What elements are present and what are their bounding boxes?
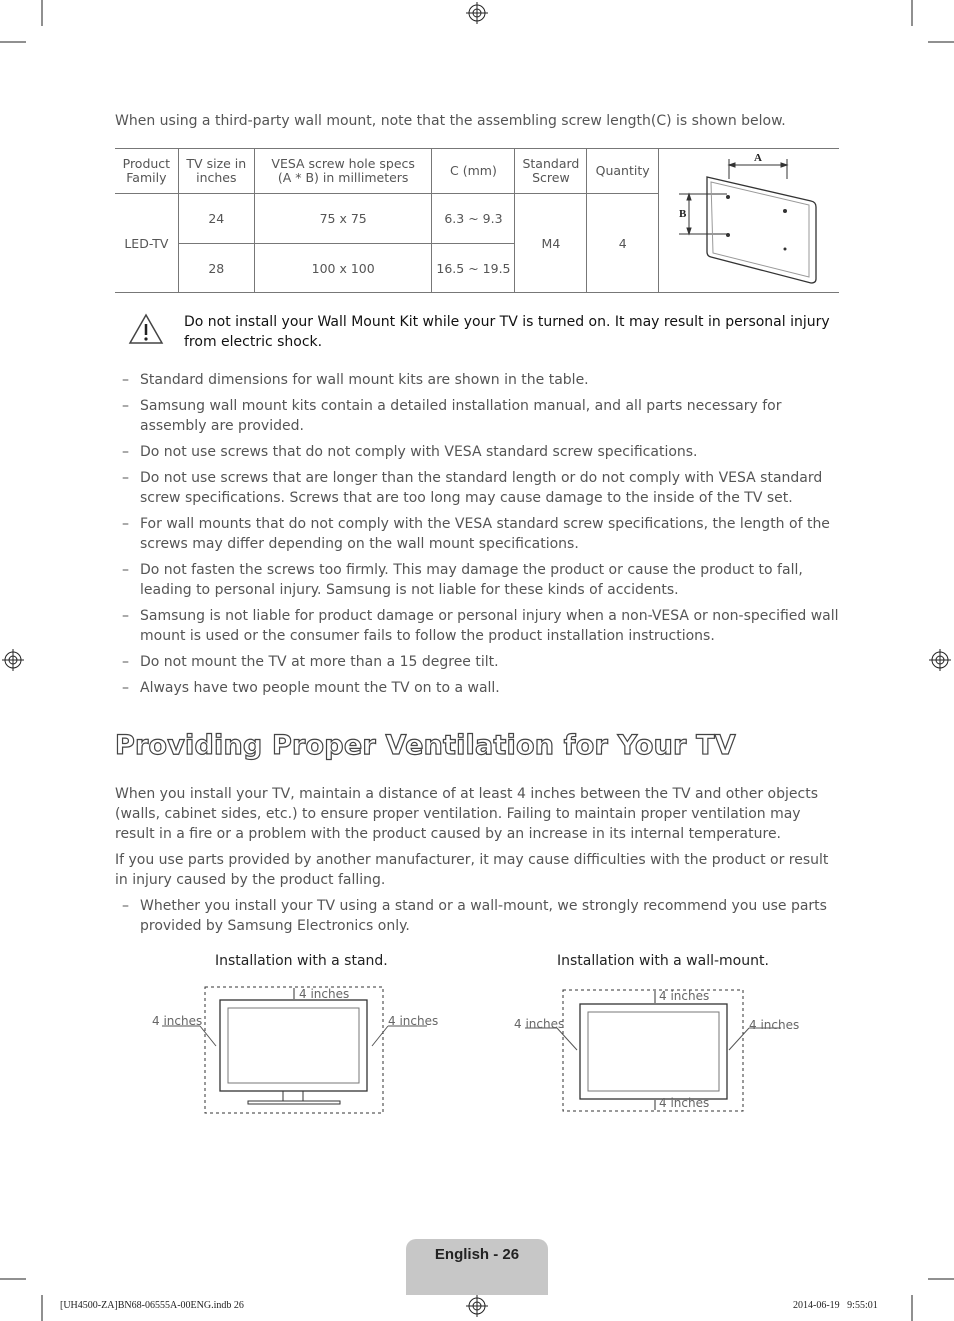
header-c: C (mm) xyxy=(432,149,515,194)
size-cell: 24 xyxy=(178,194,254,244)
wall-caption: Installation with a wall-mount. xyxy=(557,953,769,969)
wall-mount-installation-diagram xyxy=(505,980,805,1120)
wall-mount-spec-table xyxy=(115,148,839,293)
list-item: – Do not use screws that are longer than the standard length or do not comply with VESA standard screw specifications. Screws that are too long may cause damage to the inside of the TV set. xyxy=(122,470,823,506)
quantity-cell: 4 xyxy=(587,194,659,293)
header-standard-screw: Standard Screw xyxy=(515,149,587,194)
header-tv-size: TV size in inches xyxy=(178,149,254,194)
section-title: Providing Proper Ventilation for Your TV xyxy=(115,730,736,761)
bottom-distance-label: 4 inches xyxy=(659,1096,710,1110)
list-item: – Samsung is not liable for product damage or personal injury when a non-VESA or non-specified wall mount is used or the consumer fails to follow the product installation instructions. xyxy=(122,608,839,644)
c-cell: 16.5 ~ 19.5 xyxy=(432,244,515,293)
right-distance-label: 4 inches xyxy=(749,1018,800,1032)
product-family-cell: LED-TV xyxy=(115,194,178,293)
list-item: – Always have two people mount the TV on to a wall. xyxy=(122,680,500,696)
list-item: – Standard dimensions for wall mount kits are shown in the table. xyxy=(122,372,589,388)
vesa-cell: 75 x 75 xyxy=(254,194,432,244)
list-item: – For wall mounts that do not comply with the VESA standard screw specifications, the length of the screws may differ depending on the wall mount specifications. xyxy=(122,516,830,552)
warning-icon xyxy=(128,313,164,345)
ventilation-notes xyxy=(115,896,840,942)
top-distance-label: 4 inches xyxy=(299,987,350,1001)
size-cell: 28 xyxy=(178,244,254,293)
warning-text: Do not install your Wall Mount Kit while your TV is turned on. It may result in personal injury from electric shock. xyxy=(184,314,830,350)
parts-paragraph: If you use parts provided by another manufacturer, it may cause difficulties with the product or result in injury caused by the product falling. xyxy=(115,852,829,888)
list-item: – Do not use screws that do not comply with VESA standard screw specifications. xyxy=(122,444,698,460)
intro-text: When using a third-party wall mount, note that the assembling screw length(C) is shown below. xyxy=(115,113,786,129)
top-distance-label: 4 inches xyxy=(659,989,710,1003)
left-distance-label: 4 inches xyxy=(514,1017,565,1031)
ventilation-paragraph: When you install your TV, maintain a distance of at least 4 inches between the TV and other objects (walls, cabinet sides, etc.) to ensure proper ventilation. Failing to maintain proper ventilation may result in a fire or a problem with the product caused by an increase in its internal temperature. xyxy=(115,786,818,842)
list-item: – Do not fasten the screws too firmly. This may damage the product or cause the product to fall, leading to personal injury. Samsung is not liable for these kinds of accidents. xyxy=(122,562,803,598)
page-number: English - 26 xyxy=(434,1246,520,1263)
stand-installation-diagram xyxy=(140,980,450,1120)
standard-screw-cell: M4 xyxy=(515,194,587,293)
c-cell: 6.3 ~ 9.3 xyxy=(432,194,515,244)
print-timestamp: 2014-06-19 9:55:01 xyxy=(793,1300,878,1311)
diagram-label-b: B xyxy=(679,208,687,220)
right-distance-label: 4 inches xyxy=(388,1014,439,1028)
header-quantity: Quantity xyxy=(587,149,659,194)
vesa-diagram xyxy=(659,149,839,289)
print-file-info: [UH4500-ZA]BN68-06555A-00ENG.indb 26 xyxy=(60,1300,244,1311)
list-item: – Samsung wall mount kits contain a detailed installation manual, and all parts necessary for assembly are provided. xyxy=(122,398,782,434)
list-item: – Do not mount the TV at more than a 15 degree tilt. xyxy=(122,654,499,670)
diagram-label-a: A xyxy=(754,152,762,164)
header-product-family: Product Family xyxy=(115,149,178,194)
left-distance-label: 4 inches xyxy=(152,1014,203,1028)
wall-mount-notes xyxy=(115,370,840,704)
vesa-cell: 100 x 100 xyxy=(254,244,432,293)
header-vesa: VESA screw hole specs (A * B) in millimeters xyxy=(254,149,432,194)
list-item: – Whether you install your TV using a stand or a wall-mount, we strongly recommend you use parts provided by Samsung Electronics only. xyxy=(122,898,827,934)
vesa-diagram-cell xyxy=(659,149,840,293)
stand-caption: Installation with a stand. xyxy=(215,953,388,969)
